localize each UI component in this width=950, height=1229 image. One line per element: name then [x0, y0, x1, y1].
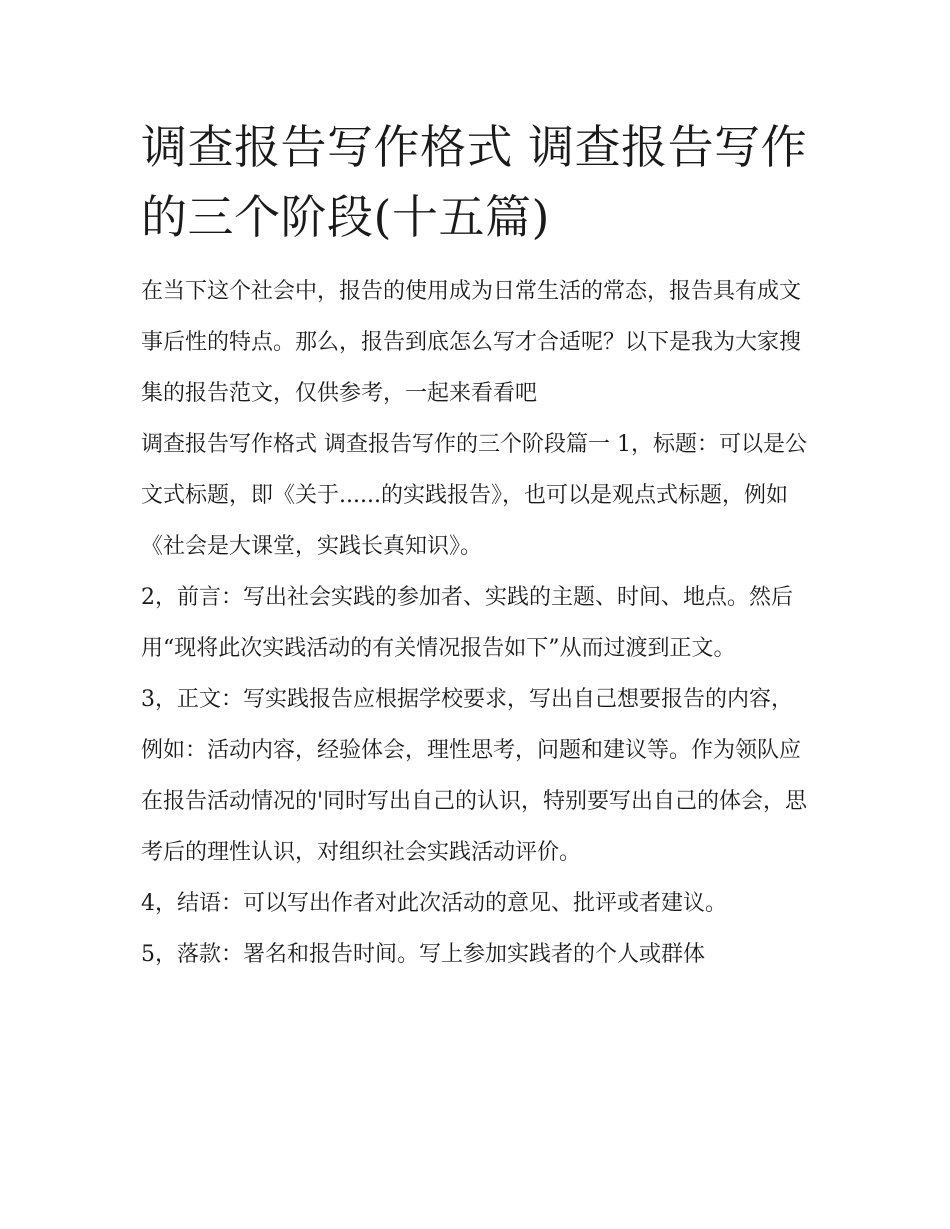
paragraph-section-1-title: 调查报告写作格式 调查报告写作的三个阶段篇一 1，标题：可以是公文式标题，即《关于......的实践报告》，也可以是观点式标题，例如《社会是大课堂，实践长真知识》。	[141, 432, 807, 559]
paragraph-section-3-body: 3，正文：写实践报告应根据学校要求，写出自己想要报告的内容，例如：活动内容，经验体会，理性思考，问题和建议等。作为领队应在报告活动情况的'同时写出自己的认识，特别要写出自己的体会，思考后的理性认识，对组织社会实践活动评价。	[141, 687, 808, 865]
paragraph-section-5-signature: 5，落款：署名和报告时间。写上参加实践者的个人或群体	[141, 942, 705, 967]
document-body	[141, 112, 813, 980]
paragraph-intro: 在当下这个社会中，报告的使用成为日常生活的常态，报告具有成文事后性的特点。那么，报告到底怎么写才合适呢？以下是我为大家搜集的报告范文，仅供参考，一起来看看吧	[141, 279, 802, 406]
paragraph-section-2-preface: 2，前言：写出社会实践的参加者、实践的主题、时间、地点。然后用“现将此次实践活动的有关情况报告如下”从而过渡到正文。	[141, 585, 793, 661]
paragraph-section-4-conclusion: 4，结语：可以写出作者对此次活动的意见、批评或者建议。	[141, 891, 727, 916]
document-title: 调查报告写作格式 调查报告写作的三个阶段(十五篇)	[141, 120, 808, 244]
